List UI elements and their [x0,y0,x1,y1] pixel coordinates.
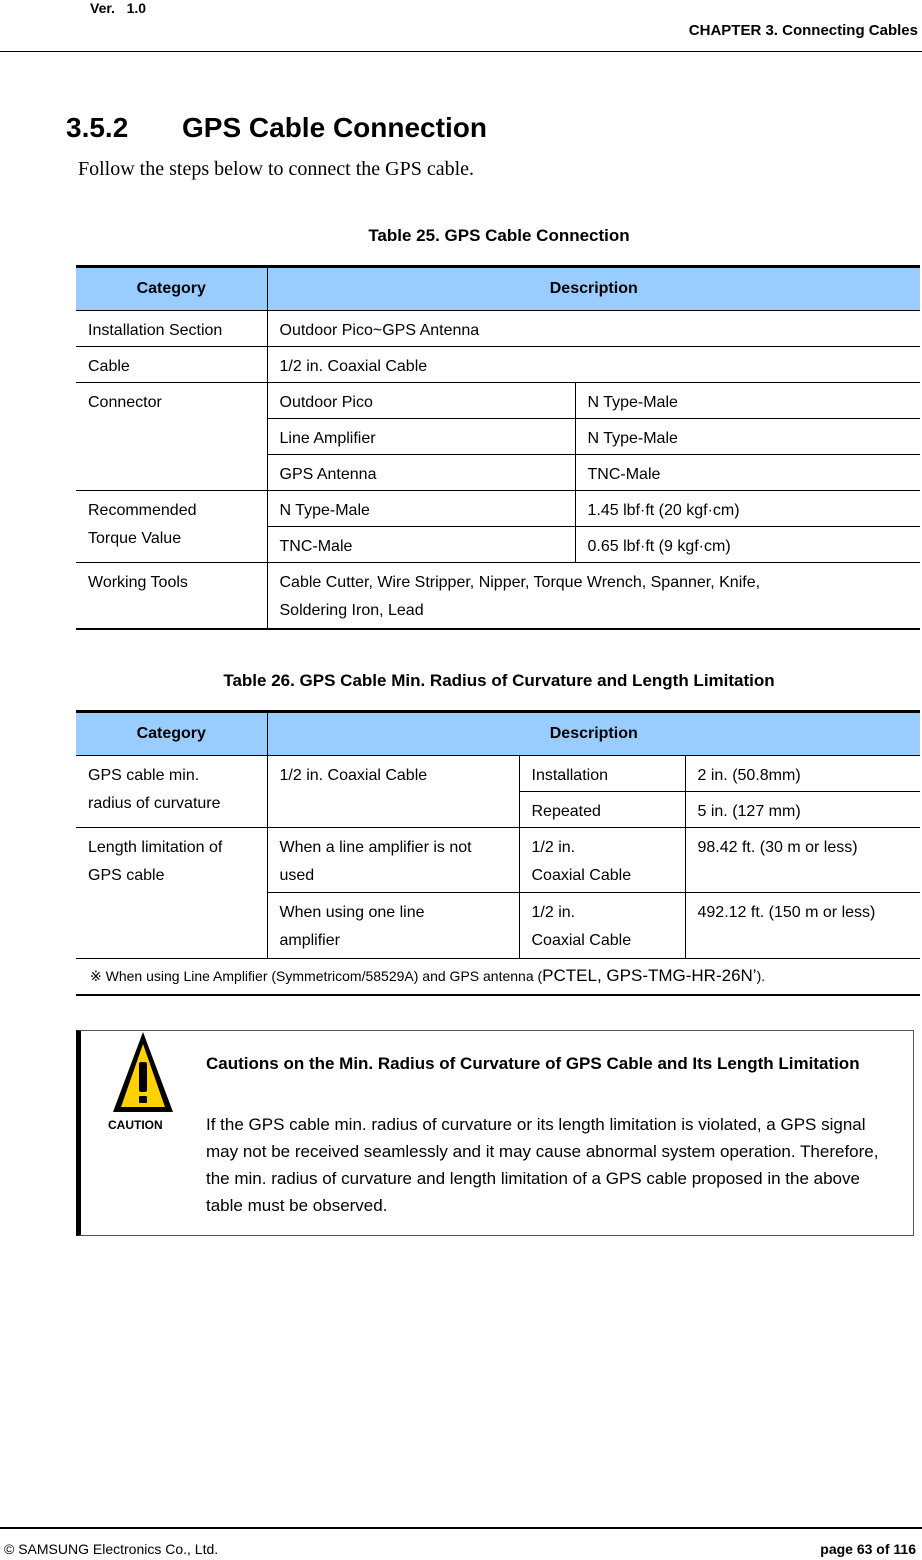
length-cable-line1: 1/2 in. [531,839,576,856]
length-cable-line2: Coaxial Cable [531,867,632,884]
connector-type: TNC-Male [575,455,920,491]
length-label [76,828,267,959]
table-note-row [76,959,920,995]
table-header-row [76,267,920,311]
note-antenna: PCTEL, GPS-TMG-HR-26N’ [542,966,757,985]
radius-label [76,756,267,828]
connector-item: Outdoor Pico [267,383,575,419]
tools-line1: Cable Cutter, Wire Stripper, Nipper, Torque Wrench, Spanner, Knife, [279,574,761,591]
header-category: Category [76,712,267,756]
footer-divider [0,1527,922,1529]
connector-item: GPS Antenna [267,455,575,491]
torque-label-line2: Torque Value [88,530,182,547]
length-label-line1: Length limitation of [88,839,223,856]
table-row [76,347,920,383]
header-description: Description [267,712,920,756]
header-divider [0,51,922,52]
length-value: 492.12 ft. (150 m or less) [685,893,920,959]
table-row [76,311,920,347]
caution-title: Cautions on the Min. Radius of Curvature of GPS Cable and Its Length Limitation [206,1054,860,1073]
length-condition-line2: amplifier [279,932,340,949]
header-category: Category [76,267,267,311]
length-condition [267,828,519,893]
torque-label [76,491,267,563]
section-heading [66,112,487,144]
length-value: 98.42 ft. (30 m or less) [685,828,920,893]
header-description: Description [267,267,920,311]
connector-type: N Type-Male [575,383,920,419]
caution-body: If the GPS cable min. radius of curvature or its length limitation is violated, a GPS signal may not be received seamlessly and it may cause abnormal system operation. Therefore, the min. radius of curvature and length limitation of a GPS cable proposed in the above table must be observed. [206,1115,879,1215]
table-note [76,959,920,995]
installation-value: Outdoor Pico~GPS Antenna [267,311,920,347]
length-condition-line2: used [279,867,315,884]
version-label [90,0,146,16]
note-prefix: ※ When using Line Amplifier (Symmetricom/58529A) and GPS antenna ( [90,968,543,984]
radius-cable: 1/2 in. Coaxial Cable [267,756,519,828]
note-suffix: ). [756,968,766,984]
cable-value: 1/2 in. Coaxial Cable [267,347,920,383]
caution-triangle-icon [110,1028,176,1116]
cable-label: Cable [76,347,267,383]
tools-line2: Soldering Iron, Lead [279,602,424,619]
table-25-caption: Table 25. GPS Cable Connection [368,226,630,245]
table-row [76,491,920,527]
installation-label: Installation Section [76,311,267,347]
radius-label-line1: GPS cable min. [88,767,200,784]
gps-cable-connection-table [76,265,920,630]
length-condition-line1: When using one line [279,904,425,921]
version-prefix: Ver. [90,0,115,16]
table-row [76,756,920,792]
length-condition-line1: When a line amplifier is not [279,839,472,856]
radius-label-line2: radius of curvature [88,795,221,812]
radius-value: 2 in. (50.8mm) [685,756,920,792]
length-cable-line2: Coaxial Cable [531,932,632,949]
table-row [76,383,920,419]
radius-value: 5 in. (127 mm) [685,792,920,828]
torque-value: 0.65 lbf·ft (9 kgf·cm) [575,527,920,563]
section-intro: Follow the steps below to connect the GPS cable. [78,158,475,180]
section-title: GPS Cable Connection [182,112,487,143]
table-header-row [76,712,920,756]
gps-cable-radius-length-table [76,710,920,996]
table-row [76,828,920,893]
chapter-title: CHAPTER 3. Connecting Cables [688,22,918,39]
torque-item: TNC-Male [267,527,575,563]
footer-page-number: page 63 of 116 [820,1541,916,1557]
section-number: 3.5.2 [66,112,129,143]
connector-item: Line Amplifier [267,419,575,455]
caution-icon-label: CAUTION [108,1118,163,1132]
version-number: 1.0 [126,0,147,16]
radius-case: Repeated [519,792,685,828]
footer-copyright: © SAMSUNG Electronics Co., Ltd. [4,1541,219,1557]
table-26-caption: Table 26. GPS Cable Min. Radius of Curvature and Length Limitation [223,671,775,690]
length-condition [267,893,519,959]
length-cable-line1: 1/2 in. [531,904,576,921]
connector-type: N Type-Male [575,419,920,455]
tools-value [267,563,920,629]
tools-label: Working Tools [76,563,267,629]
torque-value: 1.45 lbf·ft (20 kgf·cm) [575,491,920,527]
connector-label: Connector [76,383,267,491]
torque-item: N Type-Male [267,491,575,527]
length-cable [519,828,685,893]
radius-case: Installation [519,756,685,792]
length-cable [519,893,685,959]
torque-label-line1: Recommended [88,502,197,519]
length-label-line2: GPS cable [88,867,165,884]
table-row [76,563,920,629]
